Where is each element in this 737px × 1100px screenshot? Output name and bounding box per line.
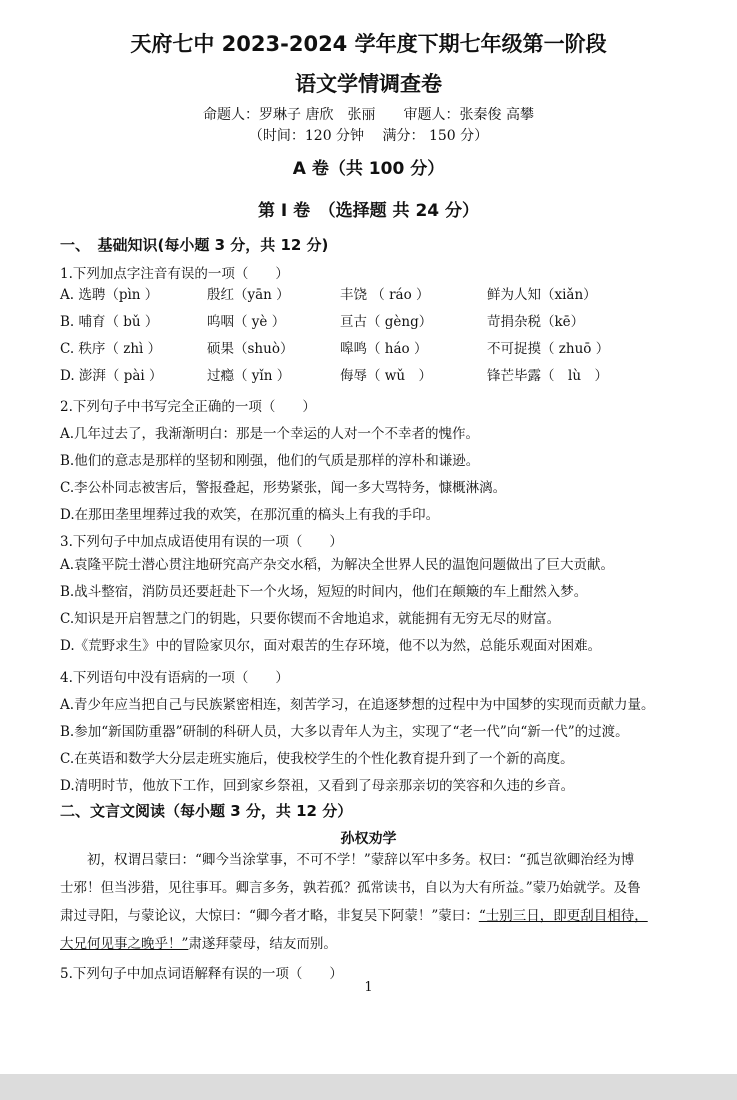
q1-c-2: 硕果（shuò） <box>207 341 294 357</box>
q4-option-b: B.参加“新国防重器”研制的科研人员，大多以青年人为主，实现了“老一代”向“新一代”的过渡。 <box>60 724 629 740</box>
exam-title-line1: 天府七中 2023-2024 学年度下期七年级第一阶段 <box>130 32 607 56</box>
q3-option-a: A.袁隆平院士潜心贯注地研究高产杂交水稻，为解决全世界人民的温饱问题做出了巨大贡献。 <box>60 557 615 573</box>
passage-line-3 <box>60 902 680 930</box>
q1-b-3: 亘古（ gèng） <box>340 314 433 330</box>
part-a-heading: A 卷（共 100 分） <box>292 159 445 179</box>
classical-passage <box>60 846 680 958</box>
q1-c-4: 不可捉摸（ zhuō ） <box>487 341 610 357</box>
q1-d-1: D. 澎湃（ pài ） <box>60 368 163 384</box>
q1-stem: 1.下列加点字注音有误的一项（ ） <box>60 266 289 282</box>
q1-c-3: 嗥鸣（ háo ） <box>340 341 428 357</box>
q2-option-c: C.李公朴同志被害后，警报叠起，形势紧张，闻一多大骂特务，慷概淋漓。 <box>60 480 507 496</box>
q4-stem: 4.下列语句中没有语病的一项（ ） <box>60 670 289 686</box>
q5-stem: 5.下列句子中加点词语解释有误的一项（ ） <box>60 966 343 982</box>
section1-heading: 一、 基础知识(每小题 3 分，共 12 分) <box>60 236 329 254</box>
q1-b-1: B. 哺育（ bǔ ） <box>60 314 159 330</box>
q2-option-d: D.在那田垄里埋葬过我的欢笑，在那沉重的槁头上有我的手印。 <box>60 507 440 523</box>
passage-underlined-1: “士别三日，即更刮目相待， <box>478 908 648 924</box>
passage-line-2: 士邪！但当涉猎，见往事耳。卿言多务，孰若孤？孤常读书，自以为大有所益。”蒙乃始就学。及鲁 <box>60 880 641 896</box>
q1-a-2: 殷红（yān ） <box>207 287 290 303</box>
q1-row-d <box>60 364 720 391</box>
section2-heading: 二、文言文阅读（每小题 3 分，共 12 分） <box>60 802 353 820</box>
q1-a-1: A. 选聘（pìn ） <box>60 287 159 303</box>
q2-stem: 2.下列句子中书写完全正确的一项（ ） <box>60 399 316 415</box>
q3-option-d: D.《荒野求生》中的冒险家贝尔，面对艰苦的生存环境，他不以为然，总能乐观面对困难。 <box>60 638 602 654</box>
time-score-line: （时间：120 分钟 满分： 150 分） <box>248 128 489 144</box>
exam-title-line2: 语文学情调查卷 <box>295 72 442 96</box>
passage-line-4-text: 肃遂拜蒙母，结友而别。 <box>188 936 337 952</box>
q1-d-2: 过瘾（ yǐn ） <box>207 368 291 384</box>
q2-option-a: A.几年过去了，我渐渐明白：那是一个幸运的人对一个不幸者的愧作。 <box>60 426 480 442</box>
q1-b-4: 苛捐杂税（kē） <box>487 314 585 330</box>
q1-row-b <box>60 310 720 337</box>
passage-line-4 <box>60 930 680 958</box>
authors-line: 命题人：罗琳子 唐欣 张丽 审题人：张秦俊 高攀 <box>203 107 534 123</box>
q1-options <box>60 283 720 391</box>
q3-option-c: C.知识是开启智慧之门的钥匙，只要你锲而不舍地追求，就能拥有无穷无尽的财富。 <box>60 611 561 627</box>
q1-row-a <box>60 283 720 310</box>
q4-option-d: D.清明时节，他放下工作，回到家乡祭祖，又看到了母亲那亲切的笑容和久违的乡音。 <box>60 778 575 794</box>
volume1-heading: 第 Ⅰ 卷 （选择题 共 24 分） <box>257 201 480 221</box>
q1-d-3: 侮辱（ wǔ ） <box>340 368 433 384</box>
q3-stem: 3.下列句子中加点成语使用有误的一项（ ） <box>60 534 343 550</box>
q4-option-a: A.青少年应当把自己与民族紧密相连，刻苦学习，在追逐梦想的过程中为中国梦的实现而贡献力量。 <box>60 697 655 713</box>
q1-b-2: 呜咽（ yè ） <box>207 314 286 330</box>
page-number: 1 <box>364 980 373 995</box>
q1-c-1: C. 秩序（ zhì ） <box>60 341 162 357</box>
q1-row-c <box>60 337 720 364</box>
q1-d-4: 锋芒毕露（ lù ） <box>487 368 609 384</box>
passage-line-1: 初，权谓吕蒙曰：“卿今当涂掌事，不可不学！”蒙辞以军中多务。权曰：“孤岂欲卿治经为博 <box>87 852 635 868</box>
passage-title: 孙权劝学 <box>340 831 397 847</box>
passage-line-3-text: 肃过寻阳，与蒙论议，大惊曰：“卿今者才略，非复吴下阿蒙！”蒙曰： <box>60 908 479 924</box>
q4-option-c: C.在英语和数学大分层走班实施后，使我校学生的个性化教育提升到了一个新的高度。 <box>60 751 574 767</box>
viewer-bottom-bar <box>0 1074 737 1100</box>
q1-a-3: 丰饶 （ ráo ） <box>340 287 430 303</box>
q3-option-b: B.战斗整宿，消防员还要赶赴下一个火场，短短的时间内，他们在颠簸的车上酣然入梦。 <box>60 584 588 600</box>
passage-underlined-2: 大兄何见事之晚乎！” <box>60 936 189 952</box>
q2-option-b: B.他们的意志是那样的坚韧和刚强，他们的气质是那样的淳朴和谦逊。 <box>60 453 480 469</box>
q1-a-4: 鲜为人知（xiǎn） <box>487 287 597 303</box>
